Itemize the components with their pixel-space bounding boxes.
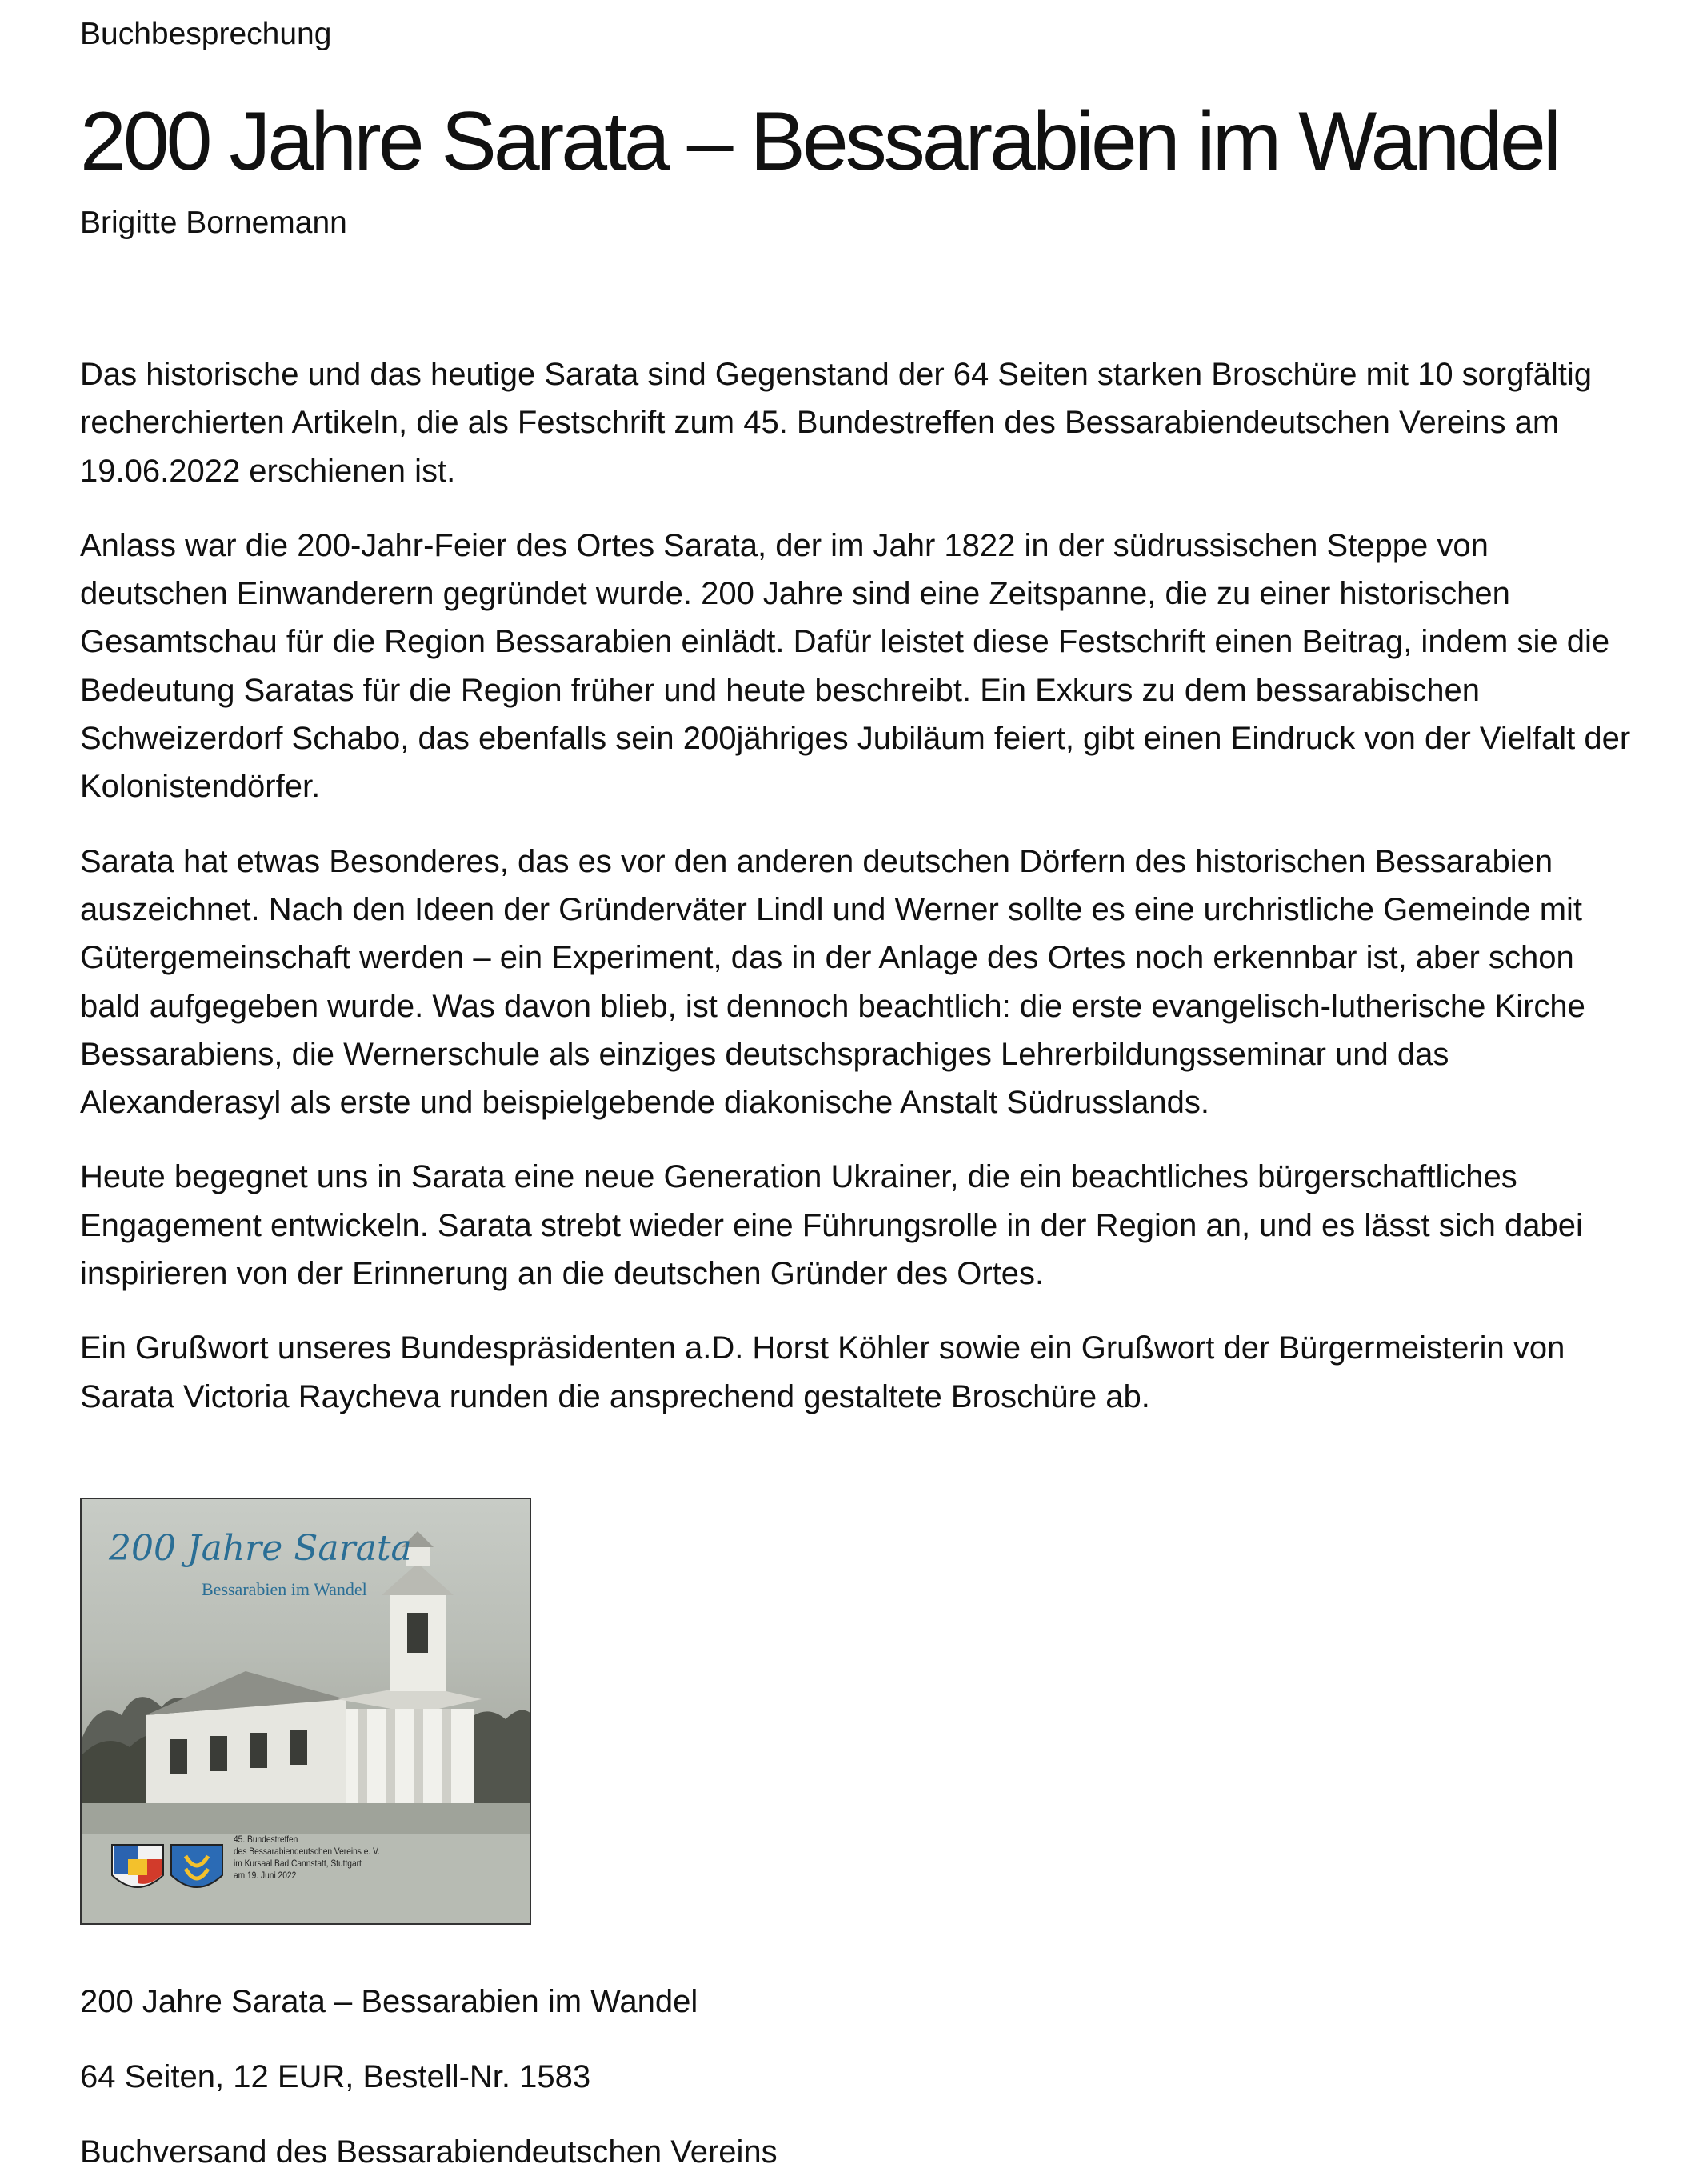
book-info-details: 64 Seiten, 12 EUR, Bestell-Nr. 1583 (80, 2059, 591, 2094)
book-info-title: 200 Jahre Sarata – Bessarabien im Wandel (80, 1984, 698, 2019)
article-body (80, 350, 1632, 1447)
cover-title: 200 Jahre Sarata (109, 1528, 412, 1569)
paragraph-4: Heute begegnet uns in Sarata eine neue Generation Ukrainer, die ein beachtliches bürgerschaftliches Engagement entwickeln. Sarata strebt wieder eine Führungsrolle in der Region an, und es lässt sich dabei inspirieren von der Erinnerung an die deutschen Gründer des Ortes. (80, 1159, 1583, 1292)
paragraph-2: Anlass war die 200-Jahr-Feier des Ortes Sarata, der im Jahr 1822 in der südrussischen Steppe von deutschen Einwanderern gegründet wurde. 200 Jahre sind eine Zeitspanne, die zu einer historischen Gesamtschau für die Region Bessarabien einlädt. Dafür leistet diese Festschrift einen Beitrag, indem sie die Bedeutung Saratas für die Region früher und heute beschreibt. Ein Exkurs zu dem bessarabischen Schweizerdorf Schabo, das ebenfalls sein 200jähriges Jubiläum feiert, gibt einen Eindruck von der Vielfalt der Kolonistendörfer. (80, 527, 1631, 805)
article-title: 200 Jahre Sarata – Bessarabien im Wandel (80, 95, 1558, 188)
cover-footer-line: im Kursaal Bad Cannstatt, Stuttgart (234, 1858, 362, 1869)
cover-footer-line: am 19. Juni 2022 (234, 1870, 297, 1881)
paragraph-1: Das historische und das heutige Sarata sind Gegenstand der 64 Seiten starken Broschüre mit 10 sorgfältig recherchierten Artikeln, die als Festschrift zum 45. Bundestreffen des Bessarabiendeutschen Vereins am 19.06.2022 erschienen ist. (80, 357, 1592, 489)
article-kicker: Buchbesprechung (80, 17, 332, 51)
article-author: Brigitte Bornemann (80, 206, 347, 240)
paragraph-3: Sarata hat etwas Besonderes, das es vor den anderen deutschen Dörfern des historischen Bessarabien auszeichnet. Nach den Ideen der Gründerväter Lindl und Werner sollte es eine urchristliche Gemeinde mit Gütergemeinschaft werden – ein Experiment, das in der Anlage des Ortes noch erkennbar ist, aber schon bald aufgegeben wurde. Was davon blieb, ist dennoch beachtlich: die erste evangelisch-lutherische Kirche Bessarabiens, die Wernerschule als einziges deutschsprachiges Lehrerbildungsseminar und das Alexanderasyl als erste und beispielgebende diakonische Anstalt Südrusslands. (80, 843, 1585, 1121)
cover-footer-line: des Bessarabiendeutschen Vereins e. V. (234, 1846, 380, 1857)
book-cover-image (80, 1498, 531, 1925)
cover-subtitle: Bessarabien im Wandel (202, 1579, 367, 1599)
cover-footer-line: 45. Bundestreffen (234, 1834, 298, 1845)
paragraph-5: Ein Grußwort unseres Bundespräsidenten a.D. Horst Köhler sowie ein Grußwort der Bürgermeisterin von Sarata Victoria Raycheva runden die ansprechend gestaltete Broschüre ab. (80, 1330, 1565, 1414)
cover-footer (234, 1834, 458, 1882)
book-info-publisher: Buchversand des Bessarabiendeutschen Vereins (80, 2134, 778, 2170)
